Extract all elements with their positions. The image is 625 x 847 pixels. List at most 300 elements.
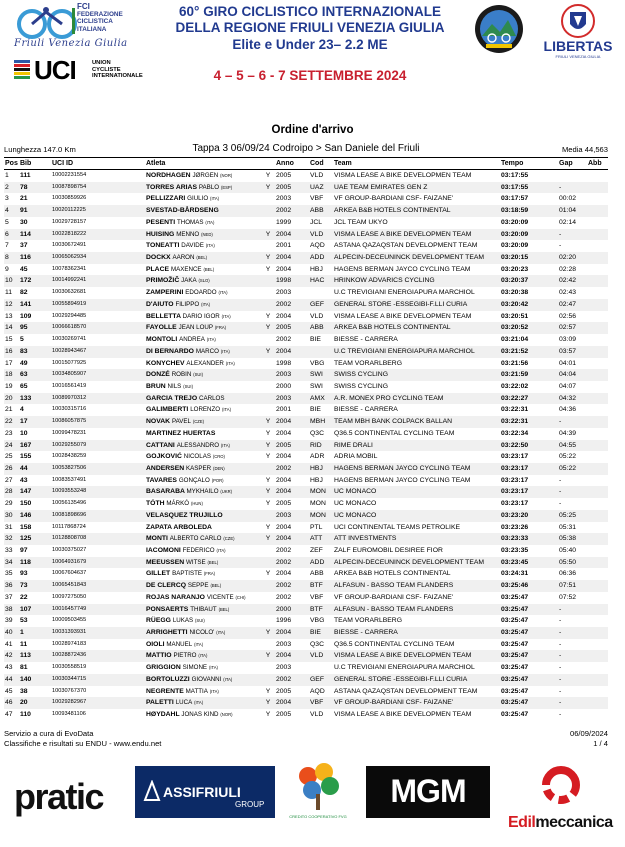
- cell-team: VISMA LEASE A BIKE DEVELOPMEN TEAM: [334, 312, 472, 320]
- cell-gap: 03:09: [559, 336, 577, 344]
- cell-gap: 04:39: [559, 429, 577, 437]
- mgm-logo: [366, 766, 490, 818]
- athlete-last-name: FAYOLLE: [146, 324, 177, 332]
- cell-team: ZALF EUROMOBIL DESIREE FIOR: [334, 547, 443, 554]
- table-row: [4, 381, 608, 393]
- cell-team-code: HBJ: [310, 265, 323, 273]
- cell-year: 1998: [276, 359, 292, 367]
- athlete-last-name: CATTANI: [146, 441, 175, 449]
- athlete-first-name: GONÇALO: [178, 476, 210, 484]
- cell-gap: -: [559, 418, 562, 426]
- table-row: [4, 486, 608, 498]
- athlete-last-name: RÜEGG: [146, 617, 171, 625]
- footer-left: [4, 729, 161, 749]
- cell-team-code: VBG: [310, 359, 325, 367]
- cell-team-code: ABB: [310, 207, 324, 215]
- athlete-first-name: MANUEL: [166, 640, 193, 648]
- cell-time: 03:25:47: [501, 699, 529, 707]
- cell-year: 2004: [276, 652, 292, 660]
- cell-under23-flag: Y: [265, 687, 271, 695]
- cell-pos: 25: [5, 453, 13, 461]
- cell-team: HAGENS BERMAN JAYCO CYCLING TEAM: [334, 476, 471, 484]
- table-row: [4, 463, 608, 475]
- fci-line-3: ITALIANA: [77, 25, 107, 33]
- cell-pos: 34: [5, 558, 13, 566]
- cell-bib: 82: [20, 289, 28, 297]
- cell-team: Q36.5 CONTINENTAL CYCLING TEAM: [334, 640, 455, 648]
- cell-time: 03:23:26: [501, 523, 529, 531]
- col-time: Tempo: [501, 160, 524, 167]
- cell-pos: 15: [5, 336, 13, 344]
- cell-pos: 11: [5, 289, 13, 297]
- cell-time: 03:20:09: [501, 218, 529, 226]
- cell-year: 2004: [276, 699, 292, 707]
- athlete-last-name: ARRIGHETTI: [146, 629, 188, 637]
- cell-year: 2002: [276, 558, 292, 566]
- cell-team: ARKEA B&B HOTELS CONTINENTAL: [334, 324, 451, 332]
- cell-year: 2000: [276, 382, 292, 390]
- athlete-first-name: FILIPPO: [175, 300, 200, 308]
- cell-team-code: ADD: [310, 254, 325, 262]
- cell-pos: 21: [5, 406, 13, 414]
- cell-time: 03:20:09: [501, 242, 529, 250]
- cell-year: 2004: [276, 418, 292, 426]
- assifriuli-mark-icon: [143, 780, 161, 802]
- cell-team: SWISS CYCLING: [334, 382, 389, 390]
- cell-gap: 02:20: [559, 254, 577, 262]
- cell-team: UC MONACO: [334, 488, 377, 496]
- cell-uci-id: 10086057875: [52, 418, 87, 425]
- uci-sub-1: UNION: [92, 60, 111, 66]
- cell-year: 2004: [276, 254, 292, 262]
- cell-bib: 43: [20, 476, 28, 484]
- cell-gap: 04:32: [559, 394, 577, 402]
- cell-athlete: [146, 557, 286, 569]
- cell-uci-id: 10009503455: [52, 617, 87, 624]
- athlete-last-name: ANDERSEN: [146, 464, 185, 472]
- cell-time: 03:25:47: [501, 652, 529, 660]
- athlete-last-name: MARTINEZ HUERTAS: [146, 429, 216, 437]
- cell-athlete: [146, 369, 286, 381]
- cell-under23-flag: Y: [265, 711, 271, 719]
- athlete-first-name: SEPPE: [187, 582, 209, 590]
- cell-pos: 3: [5, 195, 9, 203]
- cell-team-code: VLD: [310, 172, 324, 179]
- cell-team-code: ABB: [310, 324, 324, 332]
- cell-gap: 04:01: [559, 359, 577, 367]
- athlete-nation: (ITA): [223, 676, 233, 682]
- cell-uci-id: 10053827506: [52, 464, 87, 471]
- cell-team-code: GEF: [310, 300, 324, 308]
- athlete-first-name: DARIO IGOR: [182, 312, 220, 320]
- cell-bib: 10: [20, 429, 28, 437]
- athlete-last-name: BORTOLUZZI: [146, 675, 190, 683]
- pratic-logo: pratic: [14, 776, 104, 817]
- cell-pos: 33: [5, 547, 13, 554]
- cell-uci-id: 10029282967: [52, 699, 87, 706]
- service-credit: Servizio a cura di EvoData: [4, 729, 94, 738]
- cell-year: 2002: [276, 207, 292, 215]
- cell-bib: 65: [20, 382, 28, 390]
- cell-uci-id: 10065062934: [52, 254, 87, 261]
- cell-under23-flag: Y: [265, 230, 271, 238]
- cell-bib: 133: [20, 394, 32, 402]
- cell-team-code: SWI: [310, 382, 323, 390]
- athlete-last-name: NEGRENTE: [146, 687, 184, 695]
- athlete-last-name: PONSAERTS: [146, 605, 189, 613]
- cell-gap: 04:04: [559, 371, 577, 379]
- cell-year: 2003: [276, 664, 292, 672]
- uci-sub-2: CYCLISTE: [92, 66, 121, 73]
- cell-team: ADRIA MOBIL: [334, 453, 378, 461]
- cell-athlete: [146, 217, 286, 229]
- table-row: [4, 182, 608, 194]
- cell-bib: 113: [20, 652, 31, 660]
- libertas-word: LIBERTAS: [543, 38, 613, 54]
- uci-wordmark: UCI: [34, 55, 76, 85]
- cell-team: UAE TEAM EMIRATES GEN Z: [334, 183, 428, 191]
- cell-year: 2004: [276, 265, 292, 273]
- cell-team: VISMA LEASE A BIKE DEVELOPMEN TEAM: [334, 711, 472, 719]
- athlete-last-name: SVESTAD-BÅRDSENG: [146, 207, 219, 215]
- cell-gap: 05:22: [559, 453, 577, 461]
- cell-team: UC MONACO: [334, 500, 377, 508]
- fci-text: [77, 3, 123, 33]
- cell-under23-flag: Y: [265, 535, 271, 543]
- athlete-last-name: PALETTI: [146, 699, 174, 707]
- cell-gap: -: [559, 476, 562, 484]
- cell-bib: 37: [20, 242, 28, 250]
- cell-bib: 150: [20, 500, 32, 508]
- cell-team: ALFASUN - BASSO TEAM FLANDERS: [334, 582, 454, 590]
- cell-gap: 02:47: [559, 300, 577, 308]
- cell-gap: -: [559, 183, 562, 191]
- cell-team-code: ATT: [310, 535, 323, 543]
- title-line-1: 60° GIRO CICLISTICO INTERNAZIONALE: [179, 4, 441, 19]
- cell-uci-id: 10029255079: [52, 441, 87, 448]
- cell-bib: 63: [20, 371, 28, 379]
- cell-team-code: ABB: [310, 570, 324, 578]
- cell-team: UC MONACO: [334, 511, 377, 519]
- athlete-first-name: PABLO: [198, 183, 220, 191]
- athlete-last-name: TORRES ARIAS: [146, 183, 197, 191]
- cell-time: 03:21:52: [501, 347, 529, 355]
- athlete-nation: (CZE): [223, 536, 235, 542]
- athlete-first-name: THOMAS: [176, 218, 204, 226]
- athlete-first-name: FEDERICO: [182, 547, 215, 554]
- cell-uci-id: 10056135496: [52, 500, 87, 507]
- cell-uci-id: 10028974183: [52, 640, 87, 647]
- cell-under23-flag: Y: [265, 265, 271, 273]
- cell-uci-id: 10028438259: [52, 453, 87, 460]
- athlete-first-name: ALEXANDER: [186, 359, 224, 367]
- athlete-first-name: PIETRO: [173, 652, 197, 660]
- cell-uci-id: 10029728157: [52, 218, 87, 225]
- cell-year: 2004: [276, 523, 292, 531]
- cell-year: 2004: [276, 476, 292, 484]
- cell-bib: 97: [20, 547, 28, 554]
- table-row: [4, 264, 608, 276]
- cell-under23-flag: Y: [265, 312, 271, 320]
- stage-meta: [4, 143, 608, 157]
- athlete-last-name: ZAPATA ARBOLEDA: [146, 523, 212, 531]
- athlete-last-name: DI BERNARDO: [146, 347, 194, 355]
- cell-athlete: [146, 358, 286, 370]
- cell-bib: 116: [20, 254, 31, 262]
- athlete-last-name: D'AIUTO: [146, 300, 174, 308]
- cell-team-code: HAC: [310, 277, 325, 285]
- cell-uci-id: 10031393931: [52, 629, 87, 636]
- title-line-2: DELLA REGIONE FRIULI VENEZIA GIULIA: [175, 20, 445, 35]
- table-row: [4, 299, 608, 311]
- athlete-first-name: ANDREA: [179, 336, 205, 344]
- cell-pos: 23: [5, 429, 13, 437]
- athlete-last-name: HØYDAHL: [146, 711, 180, 719]
- cell-team: ARKEA B&B HOTELS CONTINENTAL: [334, 570, 451, 578]
- table-row: [4, 627, 608, 639]
- cell-team-code: VLD: [310, 312, 324, 320]
- cell-gap: -: [559, 242, 562, 250]
- cell-pos: 46: [5, 699, 13, 707]
- athlete-nation: (CHI): [235, 594, 246, 600]
- table-row: [4, 311, 608, 323]
- cell-year: 2004: [276, 570, 292, 578]
- cell-time: 03:22:27: [501, 394, 529, 402]
- cell-gap: -: [559, 230, 562, 238]
- cell-athlete: [146, 580, 286, 592]
- results-link[interactable]: Classifiche e risultati su ENDU - www.endu.net: [4, 739, 162, 748]
- table-row: [4, 416, 608, 428]
- cell-team-code: Q3C: [310, 429, 324, 437]
- cell-pos: 14: [5, 324, 13, 332]
- libertas-shield-icon: [560, 4, 596, 38]
- cell-bib: 5: [20, 336, 24, 344]
- cell-bib: 73: [20, 582, 28, 590]
- table-row: [4, 639, 608, 651]
- athlete-first-name: SIMONE: [182, 664, 208, 672]
- cell-pos: 10: [5, 277, 13, 285]
- cell-gap: 05:25: [559, 511, 577, 519]
- athlete-nation: (CZE): [192, 419, 205, 425]
- cell-time: 03:17:57: [501, 195, 529, 203]
- cell-year: 1998: [276, 277, 292, 285]
- cell-bib: 111: [20, 172, 31, 179]
- cell-uci-id: 10016561419: [52, 382, 87, 389]
- table-row: [4, 170, 608, 182]
- cell-time: 03:25:46: [501, 582, 529, 590]
- cell-athlete: [146, 662, 286, 674]
- athlete-last-name: DOCKX: [146, 254, 171, 262]
- cell-year: 2005: [276, 324, 292, 332]
- athlete-last-name: IACOMONI: [146, 547, 181, 554]
- athlete-last-name: BELLETTA: [146, 312, 181, 320]
- fci-line-2: CICLISTICA: [77, 18, 113, 26]
- athlete-nation: (DEN): [213, 465, 225, 471]
- cell-bib: 53: [20, 617, 28, 625]
- cell-gap: 05:50: [559, 558, 577, 566]
- table-row: [4, 275, 608, 287]
- athlete-last-name: PRIMOŽIČ: [146, 277, 180, 285]
- cell-year: 2005: [276, 441, 292, 449]
- cell-team-code: AQD: [310, 242, 325, 250]
- cell-time: 03:20:52: [501, 324, 529, 332]
- cell-athlete: [146, 205, 286, 217]
- cell-bib: 17: [20, 418, 28, 426]
- athlete-first-name: MATTIA: [185, 687, 208, 695]
- table-row: [4, 369, 608, 381]
- athlete-last-name: TÓTH: [146, 500, 165, 508]
- cell-athlete: [146, 639, 286, 651]
- athlete-nation: (ITA): [216, 548, 226, 553]
- athlete-first-name: JONAS KIND: [181, 711, 219, 719]
- cell-year: 2002: [276, 582, 292, 590]
- cell-uci-id: 10030375027: [52, 547, 87, 553]
- cell-pos: 1: [5, 172, 9, 179]
- athlete-first-name: THIBAUT: [190, 605, 217, 613]
- table-header: [4, 157, 608, 170]
- race-title: [150, 4, 470, 84]
- athlete-last-name: TAVARES: [146, 476, 177, 484]
- cell-year: 2005: [276, 500, 292, 508]
- edilmeccanica-word: [508, 814, 613, 832]
- cell-under23-flag: Y: [265, 652, 271, 660]
- cell-gap: -: [559, 664, 562, 672]
- cell-under23-flag: Y: [265, 441, 271, 449]
- cell-uci-id: 10064931679: [52, 558, 87, 565]
- athlete-first-name: WITSE: [186, 558, 206, 566]
- cell-time: 03:25:47: [501, 617, 529, 625]
- cell-pos: 6: [5, 230, 9, 238]
- cell-team: BIESSE - CARRERA: [334, 629, 398, 637]
- table-row: [4, 615, 608, 627]
- cell-team: ALFASUN - BASSO TEAM FLANDERS: [334, 605, 454, 613]
- cell-athlete: [146, 334, 286, 346]
- cell-team: ASTANA QAZAQSTAN DEVELOPMENT TEAM: [334, 687, 478, 695]
- col-gap: Gap: [559, 160, 573, 167]
- cell-team-code: MBH: [310, 418, 326, 426]
- table-row: [4, 522, 608, 534]
- cell-bib: 78: [20, 183, 28, 191]
- cell-gap: -: [559, 675, 562, 683]
- cell-year: 2003: [276, 195, 292, 203]
- cell-pos: 44: [5, 675, 13, 683]
- cell-uci-id: 10081898696: [52, 511, 87, 518]
- cell-pos: 16: [5, 347, 13, 355]
- table-row: [4, 346, 608, 358]
- cell-gap: -: [559, 687, 562, 695]
- athlete-first-name: LUKAS: [172, 617, 194, 625]
- stage-info: Tappa 3 06/09/24 Codroipo > San Daniele del Friuli: [192, 143, 420, 154]
- athlete-first-name: BAPTISTE: [172, 570, 202, 578]
- cell-team: JCL TEAM UKYO: [334, 218, 388, 226]
- athlete-nation: (ITA): [220, 442, 230, 448]
- cell-uci-id: 10030859926: [52, 195, 87, 202]
- cell-athlete: [146, 287, 286, 299]
- table-row: [4, 697, 608, 709]
- athlete-last-name: MONTI: [146, 535, 168, 543]
- cell-team: A.R. MONEX PRO CYCLING TEAM: [334, 394, 444, 402]
- athlete-nation: (ITA): [218, 290, 228, 296]
- cell-year: 2004: [276, 312, 292, 320]
- athlete-first-name: EDOARDO: [185, 289, 217, 297]
- cell-gap: 04:36: [559, 406, 577, 414]
- cell-under23-flag: Y: [265, 172, 271, 179]
- cell-team: TEAM MBH BANK COLPACK BALLAN: [334, 418, 453, 426]
- cell-time: 03:23:17: [501, 500, 529, 508]
- cell-uci-id: 10030632681: [52, 289, 87, 296]
- table-row: [4, 322, 608, 334]
- cell-bib: 21: [20, 195, 28, 203]
- cell-uci-id: 10083537491: [52, 476, 87, 483]
- cell-team: TEAM VORARLBERG: [334, 617, 402, 625]
- table-row: [4, 604, 608, 616]
- athlete-nation: (ITA): [209, 688, 219, 694]
- cell-under23-flag: Y: [265, 476, 271, 484]
- cell-bib: 91: [20, 207, 28, 215]
- cell-team-code: VBF: [310, 195, 324, 203]
- cell-gap: 06:36: [559, 570, 577, 578]
- table-row: [4, 650, 608, 662]
- cell-year: 2003: [276, 511, 292, 519]
- cell-under23-flag: Y: [265, 453, 271, 461]
- cell-team-code: VBF: [310, 699, 324, 707]
- cell-uci-id: 10089970312: [52, 394, 87, 401]
- cell-year: 2004: [276, 429, 292, 437]
- cell-bib: 141: [20, 300, 32, 308]
- athlete-last-name: GOJKOVIĆ: [146, 453, 182, 461]
- uci-sub-3: INTERNATIONALE: [92, 73, 143, 80]
- cell-under23-flag: Y: [265, 629, 271, 637]
- cell-uci-id: 10055894919: [52, 300, 87, 307]
- cell-gap: 02:56: [559, 312, 577, 320]
- cell-athlete: [146, 275, 286, 287]
- cell-team-code: ADD: [310, 558, 325, 566]
- table-row: [4, 498, 608, 510]
- athlete-first-name: MARCO: [195, 347, 219, 355]
- athlete-first-name: MYKHAILO: [186, 488, 219, 496]
- athlete-last-name: BRUN: [146, 382, 166, 390]
- cell-athlete: [146, 615, 286, 627]
- cell-team: Q36.5 CONTINENTAL CYCLING TEAM: [334, 429, 455, 437]
- cell-under23-flag: Y: [265, 699, 271, 707]
- cell-time: 03:18:59: [501, 207, 529, 215]
- cell-team: GENERAL STORE -ESSEGIBI-F.LLI CURIA: [334, 300, 468, 308]
- cell-time: 03:20:38: [501, 289, 529, 297]
- cell-uci-id: 10029294485: [52, 312, 87, 319]
- table-row: [4, 252, 608, 264]
- cell-bib: 114: [20, 230, 31, 238]
- cell-team: HRINKOW ADVARICS CYCLING: [334, 277, 435, 285]
- cell-year: 2005: [276, 172, 292, 179]
- athlete-nation: (BEL): [203, 266, 215, 272]
- athlete-first-name: LORENZO: [190, 406, 221, 414]
- athlete-first-name: VICENTE: [206, 593, 234, 601]
- athlete-first-name: JEAN LOUP: [178, 324, 213, 332]
- athlete-nation: (CRO): [212, 454, 225, 460]
- cell-bib: 125: [20, 535, 32, 543]
- cell-team: HAGENS BERMAN JAYCO CYCLING TEAM: [334, 265, 471, 273]
- cell-bib: 110: [20, 711, 31, 719]
- col-uci: UCI ID: [52, 160, 73, 167]
- athlete-last-name: KONYCHEV: [146, 359, 185, 367]
- cell-uci-id: 10016457749: [52, 605, 87, 612]
- race-length: Lunghezza 147.0 Km: [4, 145, 76, 154]
- cell-uci-id: 10030269741: [52, 336, 87, 343]
- athlete-last-name: GILLET: [146, 570, 171, 578]
- cell-team-code: MON: [310, 500, 326, 508]
- cell-year: 1999: [276, 218, 292, 226]
- cell-team-code: ZEF: [310, 547, 323, 554]
